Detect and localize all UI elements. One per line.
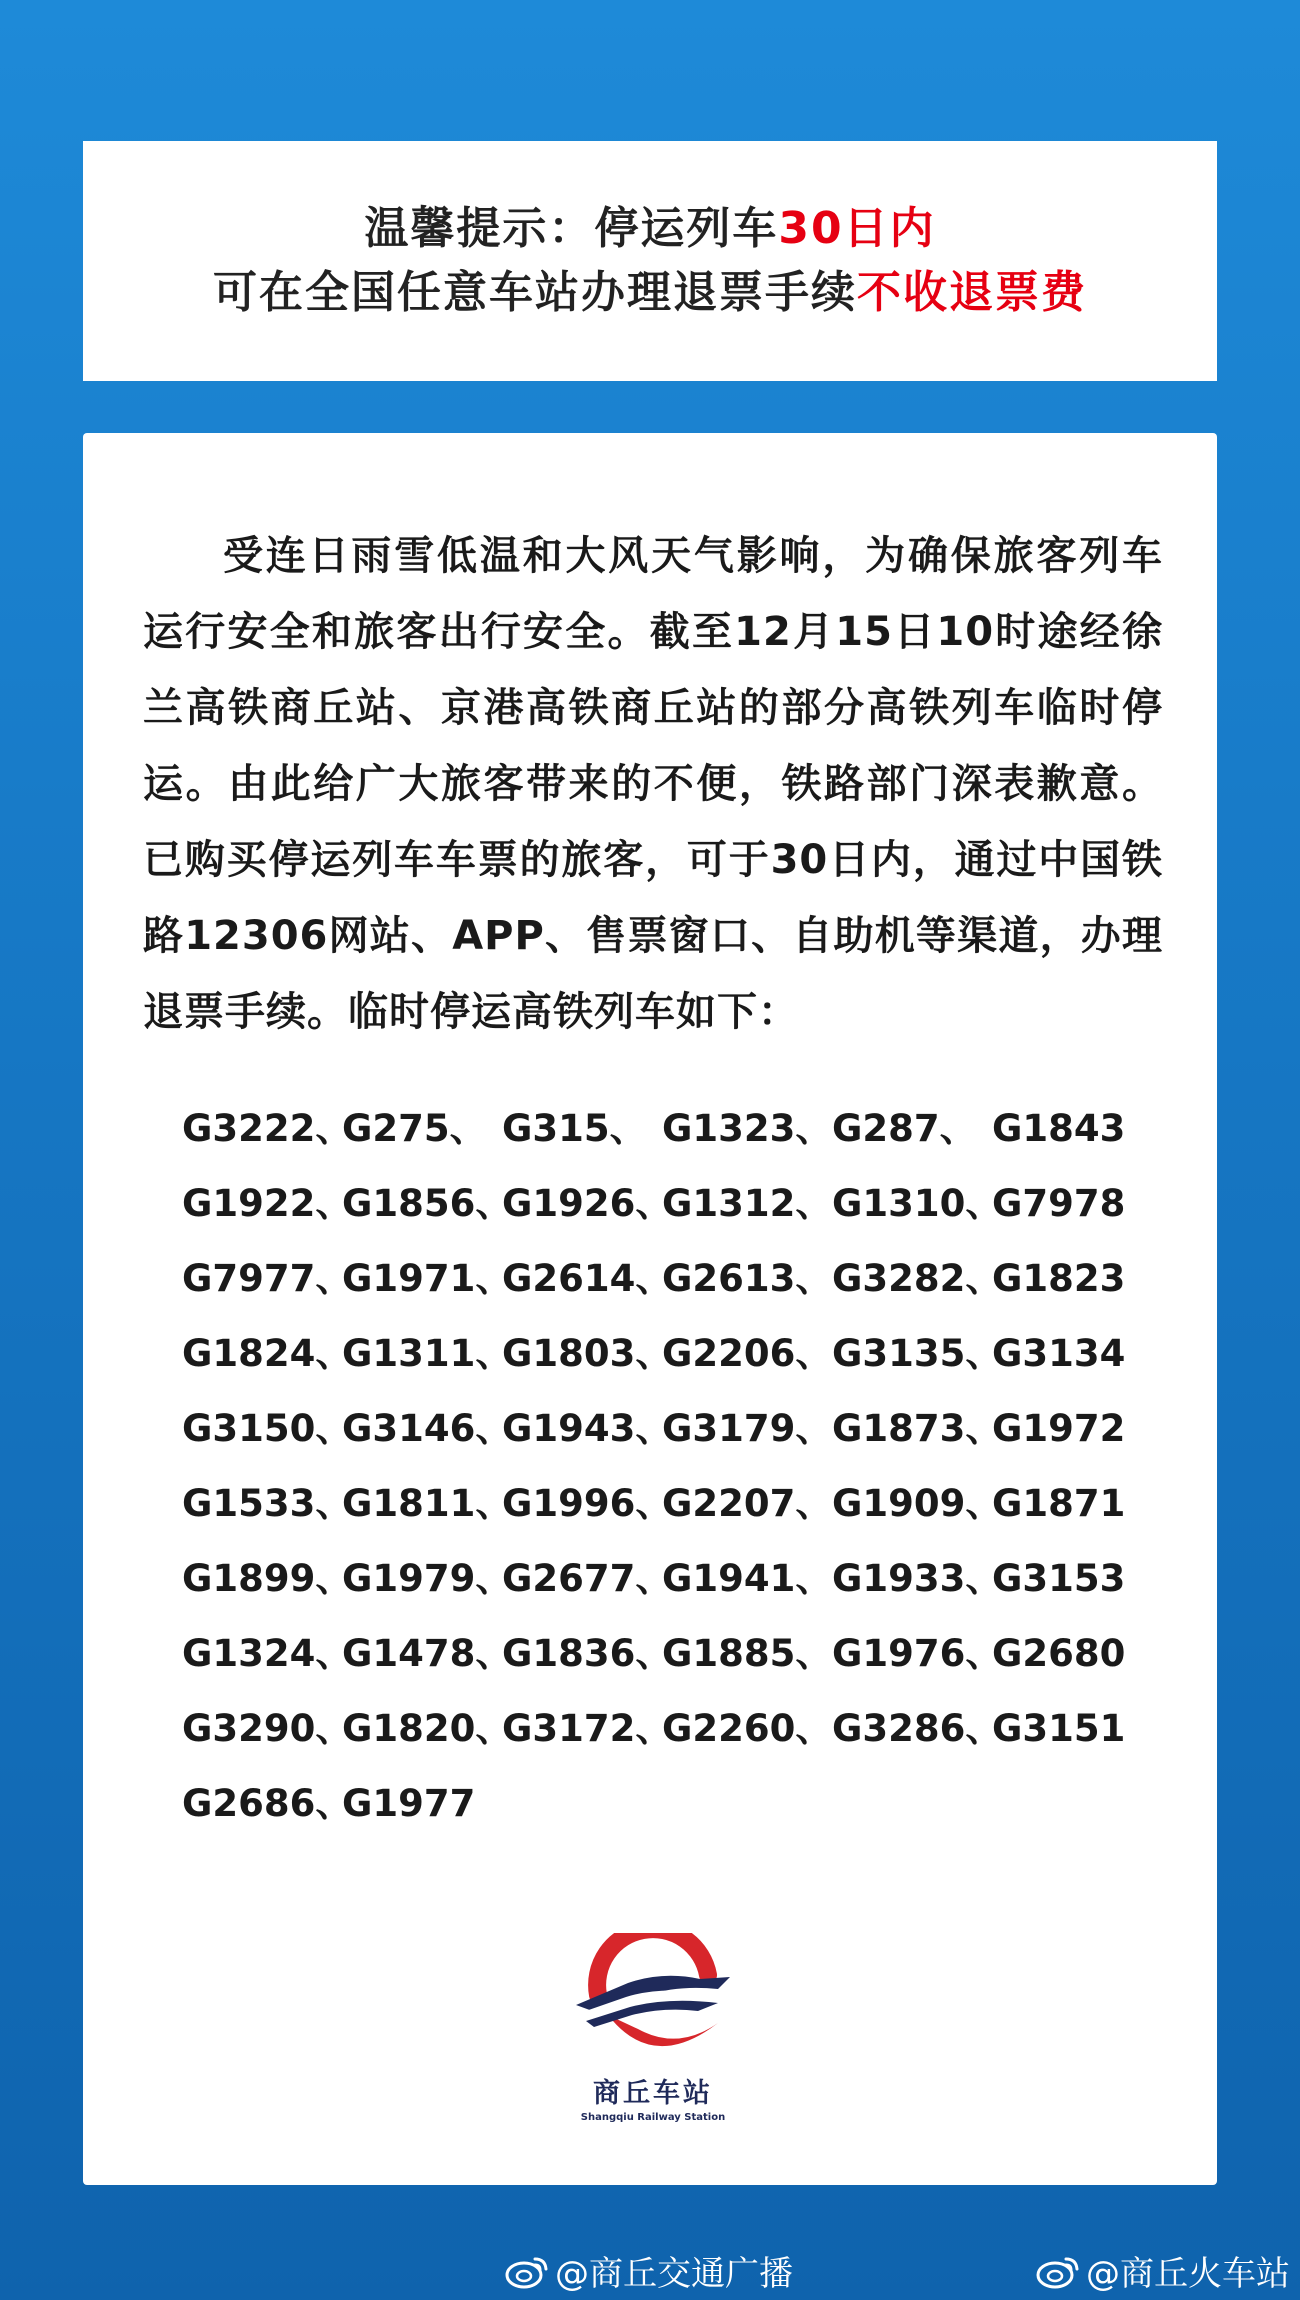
- train-number: G1310、: [832, 1182, 1003, 1225]
- train-number: G1971、: [342, 1257, 513, 1300]
- train-number: G1843: [992, 1107, 1126, 1150]
- train-number: G287、: [832, 1107, 977, 1150]
- train-number: G1323、: [662, 1107, 833, 1150]
- train-number: G3146、: [342, 1407, 513, 1450]
- weibo-icon: [1036, 2253, 1080, 2289]
- train-number: G1926、: [502, 1182, 673, 1225]
- train-number: G1533、: [182, 1482, 353, 1525]
- train-number: G1803、: [502, 1332, 673, 1375]
- train-number: G3135、: [832, 1332, 1003, 1375]
- weibo-icon: [505, 2253, 549, 2289]
- train-number: G2613、: [662, 1257, 833, 1300]
- train-number: G3290、: [182, 1707, 353, 1750]
- train-number: G1996、: [502, 1482, 673, 1525]
- train-number: G7977、: [182, 1257, 353, 1300]
- train-number: G1899、: [182, 1557, 353, 1600]
- train-number: G1941、: [662, 1557, 833, 1600]
- train-number: G2260、: [662, 1707, 833, 1750]
- train-number: G1972: [992, 1407, 1126, 1450]
- train-number: G3153: [992, 1557, 1126, 1600]
- train-number: G1836、: [502, 1632, 673, 1675]
- train-number: G1312、: [662, 1182, 833, 1225]
- header-card: [83, 141, 1217, 381]
- train-number: G1871: [992, 1482, 1126, 1525]
- train-number: G1922、: [182, 1182, 353, 1225]
- train-number: G1873、: [832, 1407, 1003, 1450]
- train-number: G1976、: [832, 1632, 1003, 1675]
- train-list: [182, 1091, 1142, 1841]
- station-logo: [563, 1933, 743, 2133]
- notice-card: [83, 433, 1217, 2185]
- train-number: G2614、: [502, 1257, 673, 1300]
- train-number: G3172、: [502, 1707, 673, 1750]
- train-number: G1324、: [182, 1632, 353, 1675]
- train-number: G3179、: [662, 1407, 833, 1450]
- train-number: G1856、: [342, 1182, 513, 1225]
- train-number: G3134: [992, 1332, 1126, 1375]
- train-number: G1311、: [342, 1332, 513, 1375]
- header-line-1-text: 温馨提示：停运列车: [364, 203, 779, 254]
- train-number: G2677、: [502, 1557, 673, 1600]
- station-logo-icon: [568, 1933, 738, 2063]
- logo-name-cn: 商丘车站: [593, 2078, 713, 2109]
- train-number: G3150、: [182, 1407, 353, 1450]
- train-number: G2207、: [662, 1482, 833, 1525]
- train-number: G1811、: [342, 1482, 513, 1525]
- train-number: G1979、: [342, 1557, 513, 1600]
- train-number: G1824、: [182, 1332, 353, 1375]
- train-number: G3286、: [832, 1707, 1003, 1750]
- footer-account-2[interactable]: [1036, 2246, 1290, 2295]
- train-number: G1823: [992, 1257, 1126, 1300]
- notice-paragraph: 受连日雨雪低温和大风天气影响，为确保旅客列车运行安全和旅客出行安全。截至12月15日10时途经徐兰高铁商丘站、京港高铁商丘站的部分高铁列车临时停运。由此给广大旅客带来的不便，铁路部门深表歉意。已购买停运列车车票的旅客，可于30日内，通过中国铁路12306网站、APP、售票窗口、自助机等渠道，办理退票手续。临时停运高铁列车如下：: [143, 533, 1163, 1035]
- footer-account-2-label: @商丘火车站: [1086, 2254, 1290, 2294]
- train-number: G3282、: [832, 1257, 1003, 1300]
- train-number: G315、: [502, 1107, 647, 1150]
- train-number: G1478、: [342, 1632, 513, 1675]
- header-line-2: [213, 261, 1087, 325]
- header-line-2-text: 可在全国任意车站办理退票手续: [213, 267, 857, 318]
- train-number: G2686、: [182, 1782, 353, 1825]
- train-number: G275、: [342, 1107, 487, 1150]
- train-number: G1943、: [502, 1407, 673, 1450]
- train-number: G7978: [992, 1182, 1126, 1225]
- train-number: G1885、: [662, 1632, 833, 1675]
- footer-account-1-label: @商丘交通广播: [555, 2254, 793, 2294]
- footer-account-1[interactable]: [505, 2246, 793, 2295]
- logo-name-en: Shangqiu Railway Station: [580, 2112, 726, 2123]
- header-line-2-highlight: 不收退票费: [857, 267, 1087, 318]
- train-number: G1977: [342, 1782, 476, 1825]
- train-number: G1820、: [342, 1707, 513, 1750]
- train-number: G3222、: [182, 1107, 353, 1150]
- train-number: G1933、: [832, 1557, 1003, 1600]
- train-number: G2680: [992, 1632, 1126, 1675]
- header-line-1-highlight: 30日内: [778, 203, 936, 254]
- train-number: G2206、: [662, 1332, 833, 1375]
- train-number: G3151: [992, 1707, 1126, 1750]
- train-number: G1909、: [832, 1482, 1003, 1525]
- header-line-1: [364, 197, 935, 261]
